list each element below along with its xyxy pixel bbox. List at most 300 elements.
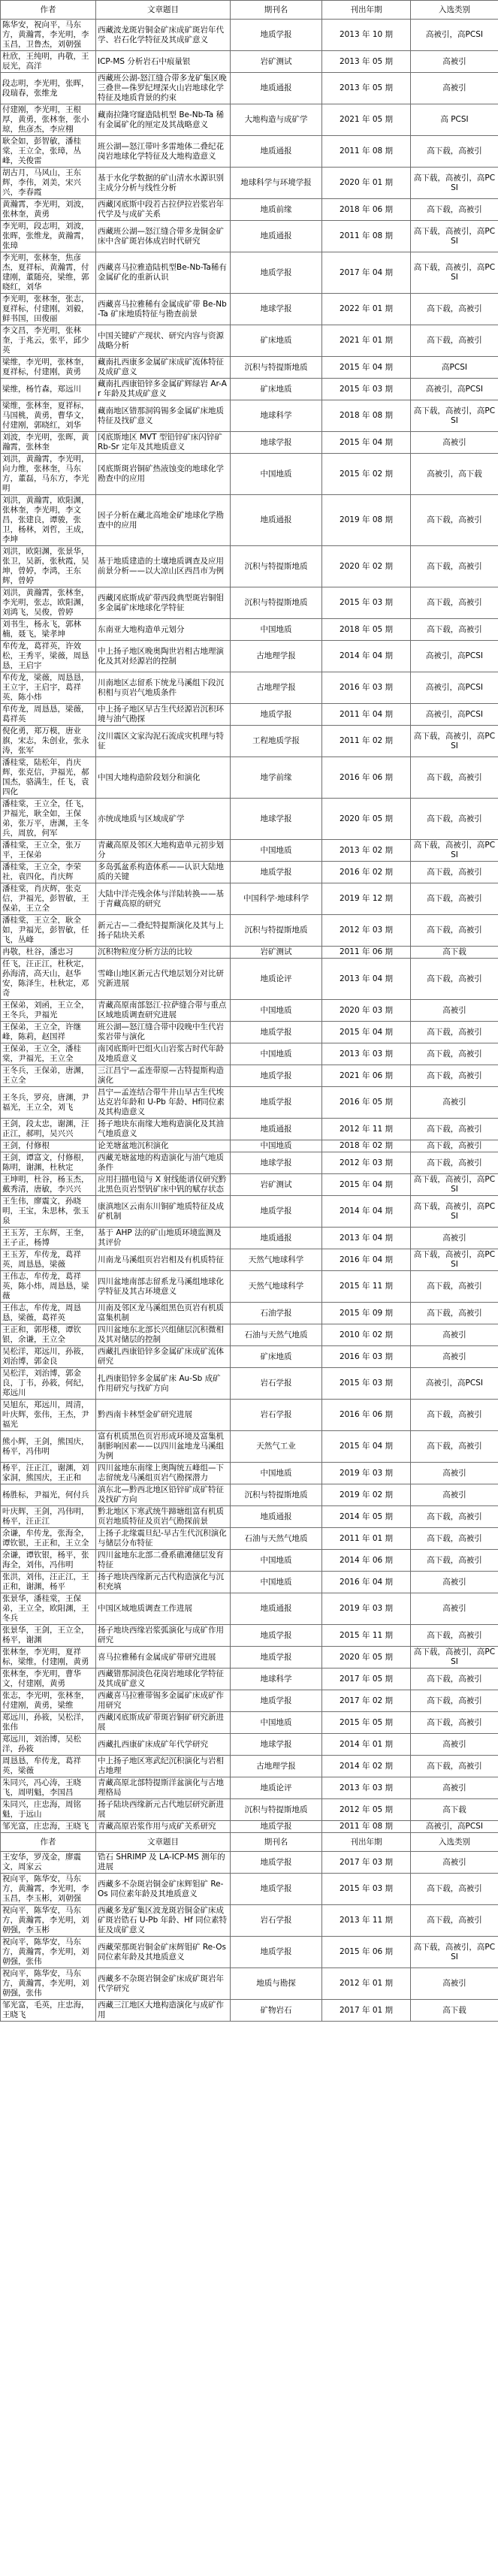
cell-author: 任飞，汪正江，杜秋定，孙海清，高天山，赵华安，陈泽生，杜秋定，邓奇: [1, 959, 96, 1000]
cell-category: 高下载，高被引: [411, 1065, 498, 1087]
cell-date: 2011 年 06 期: [322, 947, 411, 959]
cell-journal: 中国地质: [231, 1000, 322, 1022]
table-row: [1, 840, 498, 862]
cell-journal: 地球学报: [231, 1152, 322, 1174]
cell-journal: 中国地质: [231, 619, 322, 641]
cell-author: 潘桂棠，王立全，任飞，尹福光，耿全如，王保弟，张万平，唐渊，王冬兵，周放，何军: [1, 799, 96, 840]
cell-title: 西藏冈底斯成矿带西段典型斑岩铜钼多金属矿床地球化学特征: [96, 587, 231, 619]
cell-category: 高被引，高PCSI: [411, 672, 498, 704]
header-category: 入选类别: [411, 1, 498, 20]
cell-title: 上扬子北缘震旦纪-早古生代沉积演化与储层分布特征: [96, 1528, 231, 1550]
cell-date: 2015 年 03 期: [322, 587, 411, 619]
table-row: [1, 1000, 498, 1022]
cell-category: 高被引: [411, 1228, 498, 1249]
cell-journal: 天然气工业: [231, 1431, 322, 1463]
cell-category: 高被引，高PCSI: [411, 641, 498, 672]
cell-date: 2013 年 05 期: [322, 73, 411, 104]
cell-author: 刘书生，杨永飞，郭林楠，聂飞，梁孝坤: [1, 619, 96, 641]
cell-date: 2015 年 04 期: [322, 1431, 411, 1463]
cell-journal: 中国地质: [231, 1550, 322, 1572]
cell-title: 西藏班公湖-怒江缝合带多龙矿集区晚三叠世—侏罗纪埋深火山岩地球化学特征及地质背景的约束: [96, 73, 231, 104]
header-journal: 期刊名: [231, 1833, 322, 1852]
table-row: [1, 672, 498, 704]
cell-date: 2015 年 04 期: [322, 1022, 411, 1043]
cell-journal: 岩石学报: [231, 1400, 322, 1431]
cell-author: 张洪，刘伟，汪正江，王正和，谢渊，杨平: [1, 1572, 96, 1593]
cell-category: 高下载，高被引: [411, 1271, 498, 1303]
cell-journal: 地质学报: [231, 1196, 322, 1228]
cell-category: 高被引: [411, 1324, 498, 1346]
table-row: [1, 1065, 498, 1087]
cell-date: 2016 年 02 期: [322, 862, 411, 883]
table-row: [1, 294, 498, 325]
table-row: [1, 947, 498, 959]
cell-journal: 地球科学与环境学报: [231, 168, 322, 199]
cell-title: 四川盆地东南缘上奥陶统五峰组—下志留统龙马溪组页岩气勘探潜力: [96, 1463, 231, 1484]
cell-author: 梁维，张林奎，夏祥标，马国桃，黄勇，曹华文，付建刚，郭晓红，刘华: [1, 400, 96, 432]
cell-author: 叶庆辉，王剑，冯伟明，杨平，汪正江: [1, 1506, 96, 1528]
cell-title: 班公湖—怒江缝合带中段晚中生代岩浆岩带与演化: [96, 1022, 231, 1043]
cell-author: 王保弟，刘函，王立全，王冬兵，尹福光: [1, 1000, 96, 1022]
repeat-header-section: [1, 1833, 498, 1852]
cell-date: 2020 年 01 期: [322, 168, 411, 199]
cell-date: 2022 年 01 期: [322, 294, 411, 325]
cell-journal: 地质学报: [231, 1937, 322, 1968]
header-title: 文章题目: [96, 1, 231, 20]
table-row: [1, 1647, 498, 1669]
cell-category: 高被引: [411, 1593, 498, 1625]
cell-date: 2018 年 08 期: [322, 400, 411, 432]
cell-author: 郑远川，孙筱，吴松洋，张伟: [1, 1712, 96, 1734]
cell-title: 藏南扎西康铅锌多金属矿辉绿岩 Ar-Ar 年龄及其成矿意义: [96, 379, 231, 400]
table-row: [1, 73, 498, 104]
cell-title: 扎西康铅锌多金属矿床 Au-Sb 成矿作用研究与找矿方向: [96, 1368, 231, 1400]
cell-title: 新元古—二叠纪特提斯演化及其与上扬子陆块关系: [96, 915, 231, 947]
table-row: [1, 704, 498, 726]
cell-category: 高被引: [411, 73, 498, 104]
cell-author: 潘桂棠，王立全，李荣社，袁四化，肖庆辉: [1, 862, 96, 883]
cell-journal: 地质通报: [231, 1228, 322, 1249]
cell-journal: 沉积与特提斯地质: [231, 1799, 322, 1821]
cell-title: 青藏高原岩浆作用与成矿关系研究: [96, 1821, 231, 1833]
cell-title: 西藏喜马拉雅造陆机型Be-Nb-Ta稀有金属矿化的重新认识: [96, 252, 231, 294]
cell-journal: 地质学报: [231, 1065, 322, 1087]
cell-journal: 地质学报: [231, 704, 322, 726]
cell-category: 高下载，高被引: [411, 495, 498, 546]
cell-author: 祝向平，陈华安，马东方，黄瀚霄，李光明，李玉昌，李玉彬，刘朝强: [1, 1874, 96, 1905]
cell-date: 2016 年 03 期: [322, 672, 411, 704]
cell-category: 高下载，高被引: [411, 1431, 498, 1463]
cell-category: 高被引，高PCSI: [411, 704, 498, 726]
cell-author: 冉敬，杜谷，潘忠习: [1, 947, 96, 959]
cell-title: 西藏三江地区大地构造演化与成矿作用: [96, 2000, 231, 2022]
cell-journal: 地质通报: [231, 73, 322, 104]
cell-date: 2015 年 11 期: [322, 1625, 411, 1647]
cell-journal: 地质通报: [231, 221, 322, 252]
table-row: [1, 915, 498, 947]
cell-journal: 地球科学: [231, 1669, 322, 1690]
cell-author: 吴旭东，郑远川，周清，叶庆辉，张伟，王杰，尹福光: [1, 1400, 96, 1431]
cell-title: 黔北地区下寒武统牛蹄塘组富有机质页岩地质特征及页岩气勘探前景: [96, 1506, 231, 1528]
cell-title: 中上扬子地区早古生代烃源岩沉积环境与油气勘探: [96, 704, 231, 726]
cell-title: 扬子地块东南缘大地构造演化及其油气地质意义: [96, 1119, 231, 1140]
cell-category: 高PCSI: [411, 357, 498, 379]
cell-journal: 石油与天然气地质: [231, 1528, 322, 1550]
cell-category: 高下载，高被引: [411, 1140, 498, 1152]
cell-author: 王保弟，王立全，许继峰，陈莉，赵国祥: [1, 1022, 96, 1043]
cell-date: 2010 年 02 期: [322, 1324, 411, 1346]
cell-date: 2017 年 05 期: [322, 1669, 411, 1690]
cell-date: 2013 年 10 期: [322, 20, 411, 51]
cell-author: 耿全如，彭智敏，潘桂棠，王立全，张璋，丛峰，关俊雷: [1, 136, 96, 168]
cell-title: 康滇地区云南东川铜矿地质特征及成矿机制: [96, 1196, 231, 1228]
cell-title: 西藏错那洞淡色花岗岩地球化学特征及其成矿意义: [96, 1669, 231, 1690]
cell-journal: 地质通报: [231, 136, 322, 168]
cell-journal: 地球学报: [231, 294, 322, 325]
table-row: [1, 1346, 498, 1368]
cell-category: 高下载，高被引: [411, 294, 498, 325]
cell-author: 牟传龙，周恳恳，梁薇，葛祥英: [1, 704, 96, 726]
cell-category: 高下载，高被引，高PCSI: [411, 726, 498, 757]
table-row: [1, 325, 498, 357]
cell-author: 梁维，杨竹森，郑远川: [1, 379, 96, 400]
cell-journal: 岩石学报: [231, 1905, 322, 1937]
cell-category: 高下载，高被引，高PCSI: [411, 1174, 498, 1196]
cell-author: 张林奎，李光明，夏祥标，梁维，付建刚，黄勇: [1, 1647, 96, 1669]
cell-date: 2016 年 05 期: [322, 1087, 411, 1119]
cell-author: 余谦，谭钦银，杨平，张海全，刘伟，冯伟明: [1, 1550, 96, 1572]
cell-author: 王剑，谭富文，付修根，陈明，谢渊，杜秋定: [1, 1152, 96, 1174]
cell-author: 王生伟，廖震文，孙晓明，王宝，朱思林，张玉泉: [1, 1196, 96, 1228]
cell-journal: 地球学报: [231, 799, 322, 840]
table-row: [1, 799, 498, 840]
cell-date: 2017 年 01 期: [322, 2000, 411, 2022]
cell-journal: 地质学报: [231, 1852, 322, 1874]
cell-category: 高下载，高被引: [411, 1905, 498, 1937]
cell-journal: 地质学报: [231, 1087, 322, 1119]
cell-title: 西藏班公湖—怒江缝合带多龙铜金矿床中含矿斑岩体成岩时代研究: [96, 221, 231, 252]
cell-category: 高下载，高被引，高PCSI: [411, 1196, 498, 1228]
cell-title: 扬子地块西缘新元古代构造演化与沉积充填: [96, 1572, 231, 1593]
cell-date: 2013 年 03 期: [322, 1777, 411, 1799]
cell-date: 2017 年 04 期: [322, 252, 411, 294]
cell-journal: 地质与勘探: [231, 1968, 322, 2000]
cell-title: 论羌塘盆地沉积演化: [96, 1140, 231, 1152]
cell-date: 2013 年 04 期: [322, 1228, 411, 1249]
cell-date: 2013 年 11 期: [322, 1905, 411, 1937]
table-row: [1, 1937, 498, 1968]
cell-journal: 天然气地球科学: [231, 1249, 322, 1271]
cell-category: 高下载，高被引: [411, 619, 498, 641]
cell-author: 牟传龙，葛祥英，许效松，王秀平，梁薇，周恳恳，王启宇: [1, 641, 96, 672]
cell-author: 王玉芳，牟传龙，葛祥英，周恳恳，梁薇: [1, 1249, 96, 1271]
cell-author: 祝向平，陈华安，马东方，黄瀚霄，李光明，刘朝强，张伟: [1, 1937, 96, 1968]
table-row: [1, 51, 498, 73]
cell-author: 祝向平，陈华安，马东方，黄瀚霄，李光明，刘朝强，张伟: [1, 1968, 96, 2000]
cell-date: 2016 年 04 期: [322, 1249, 411, 1271]
cell-date: 2011 年 01 期: [322, 1528, 411, 1550]
cell-author: 王正和，郭彤楼，谭钦银，余谦，王立全: [1, 1324, 96, 1346]
cell-journal: 地质论评: [231, 1777, 322, 1799]
cell-category: 高被引: [411, 1777, 498, 1799]
table-row: [1, 641, 498, 672]
cell-author: 吴松洋，郑远川，孙筱，刘治博，郭金良: [1, 1346, 96, 1368]
table-row: [1, 1022, 498, 1043]
cell-date: 2015 年 04 期: [322, 432, 411, 454]
table-row: [1, 1777, 498, 1799]
table-row: [1, 1821, 498, 1833]
cell-journal: 沉积与特提斯地质: [231, 915, 322, 947]
cell-journal: 地质学报: [231, 1874, 322, 1905]
cell-title: 应用扫描电镜与 X 射线能谱仪研究黔北黑色页岩型钒矿床中钒的赋存状态: [96, 1174, 231, 1196]
cell-category: 高被引: [411, 1346, 498, 1368]
cell-category: 高下载，高被引: [411, 325, 498, 357]
cell-title: 中国关键矿产现状、研究内容与资源战略分析: [96, 325, 231, 357]
cell-journal: 沉积与特提斯地质: [231, 587, 322, 619]
table-row: [1, 1463, 498, 1484]
cell-category: 高被引: [411, 1572, 498, 1593]
cell-date: 2011 年 04 期: [322, 704, 411, 726]
cell-date: 2019 年 08 期: [322, 495, 411, 546]
cell-date: 2020 年 05 期: [322, 799, 411, 840]
table-row: [1, 1196, 498, 1228]
cell-journal: 中国地质: [231, 1572, 322, 1593]
cell-date: 2012 年 11 期: [322, 1119, 411, 1140]
cell-date: 2021 年 06 期: [322, 1065, 411, 1087]
cell-author: 周恳恳，牟传龙，葛祥英，梁薇: [1, 1756, 96, 1777]
cell-date: 2021 年 05 期: [322, 104, 411, 136]
cell-title: 沉积物粒度分析方法的比较: [96, 947, 231, 959]
cell-title: 青藏高原及邻区大地构造单元初步划分: [96, 840, 231, 862]
cell-journal: 地质学报: [231, 252, 322, 294]
table-row: [1, 1087, 498, 1119]
cell-title: 藏南拉隆穹窿造陆机型 Be-Nb-Ta 稀有金属矿化的厘定及其战略意义: [96, 104, 231, 136]
cell-date: 2014 年 04 期: [322, 641, 411, 672]
cell-date: 2018 年 06 期: [322, 199, 411, 221]
cell-date: 2014 年 06 期: [322, 1550, 411, 1572]
table-row: [1, 1690, 498, 1712]
cell-title: 藏南地区错那洞钨锡多金属矿床地质特征及找矿意义: [96, 400, 231, 432]
cell-author: 刘洪，黄瀚霄，李光明，向力维，张林奎，马东方，董磊，马东方，李光明: [1, 454, 96, 495]
table-row: [1, 1550, 498, 1572]
cell-date: 2015 年 04 期: [322, 1174, 411, 1196]
cell-category: 高下载，高被引: [411, 1119, 498, 1140]
header-category: 入选类别: [411, 1833, 498, 1852]
cell-journal: 中国地质: [231, 454, 322, 495]
repeat-header-row: [1, 1833, 498, 1852]
cell-author: 张景华，王剑，王立全，杨平，谢渊: [1, 1625, 96, 1647]
table-row: [1, 20, 498, 51]
cell-category: 高被引: [411, 1463, 498, 1484]
cell-date: 2015 年 05 期: [322, 1712, 411, 1734]
cell-title: 喜马拉雅稀有金属成矿带研究进展: [96, 1647, 231, 1669]
cell-date: 2016 年 03 期: [322, 1346, 411, 1368]
table-row: [1, 862, 498, 883]
cell-category: 高下载，高被引: [411, 1550, 498, 1572]
cell-category: 高下载，高被引: [411, 1152, 498, 1174]
cell-category: 高下载，高被引: [411, 1043, 498, 1065]
cell-date: 2013 年 04 期: [322, 959, 411, 1000]
cell-author: 陈华安，祝向平，马东方，黄瀚霄，李光明，李玉昌，卫鲁杰，刘朝强: [1, 20, 96, 51]
cell-journal: 地质学报: [231, 20, 322, 51]
cell-category: 高下载，高被引，高PCSI: [411, 400, 498, 432]
cell-journal: 地质前缘: [231, 199, 322, 221]
cell-category: 高下载，高被引: [411, 136, 498, 168]
table-row: [1, 1756, 498, 1777]
cell-author: 王安华，罗茂金，廖震文，周家云: [1, 1852, 96, 1874]
cell-journal: 工程地质学报: [231, 726, 322, 757]
cell-title: 锆石 SHRIMP 及 LA-ICP-MS 测年的进展: [96, 1852, 231, 1874]
cell-journal: 地质通报: [231, 1119, 322, 1140]
cell-category: 高下载，高被引: [411, 1712, 498, 1734]
cell-category: 高下载，高被引: [411, 199, 498, 221]
cell-title: 中国大地构造阶段划分和演化: [96, 757, 231, 799]
table-row: [1, 136, 498, 168]
table-row: [1, 104, 498, 136]
cell-date: 2017 年 02 期: [322, 1690, 411, 1712]
cell-author: 祝向平，陈华安，马东方，黄瀚霄，李光明，刘朝强，李玉彬: [1, 1905, 96, 1937]
cell-author: 朱同兴，冯心涛，王晓飞，周明魁，李国昌: [1, 1777, 96, 1799]
cell-journal: 地质通报: [231, 1506, 322, 1528]
cell-title: 西藏羌塘盆地的构造演化与油气地质条件: [96, 1152, 231, 1174]
cell-title: 西藏多不杂斑岩铜金矿床辉钼矿 Re-Os 同位素年龄及其地质意义: [96, 1874, 231, 1905]
table-row: [1, 495, 498, 546]
table-row: [1, 454, 498, 495]
cell-author: 倪化勇，郑万模，唐业旗，宋志，朱创业，张永涛，张军: [1, 726, 96, 757]
cell-title: 西藏喜马拉雅稀有金属成矿带 Be-Nb-Ta 矿床地质特征与勘查前景: [96, 294, 231, 325]
cell-journal: 大地构造与成矿学: [231, 104, 322, 136]
cell-title: 西藏冈底斯成矿带斑岩铜矿研究新进展: [96, 1712, 231, 1734]
cell-category: 高下载，高被引: [411, 1756, 498, 1777]
cell-title: 四川盆地南部志留系龙马溪组地球化学特征及其古环境意义: [96, 1271, 231, 1303]
cell-date: 2018 年 02 期: [322, 1140, 411, 1152]
cell-author: 熊小辉，王剑，熊国庆，杨平，冯伟明: [1, 1431, 96, 1463]
cell-category: 高下载: [411, 947, 498, 959]
cell-journal: 地质通报: [231, 495, 322, 546]
cell-author: 王玉芳，王东辉，王奎，王子正，杨博: [1, 1228, 96, 1249]
cell-author: 张景华，潘桂棠，王保弟，王立全，欧阳渊，王冬兵: [1, 1593, 96, 1625]
cell-date: 2013 年 02 期: [322, 840, 411, 862]
table-row: [1, 1734, 498, 1756]
cell-title: 青藏高原北部特提斯洋盆演化与古地理格局: [96, 1777, 231, 1799]
cell-date: 2015 年 11 期: [322, 1271, 411, 1303]
cell-title: 冈底斯斑岩铜矿热液蚀变的地球化学勘查中的应用: [96, 454, 231, 495]
cell-category: 高下载，高被引: [411, 862, 498, 883]
cell-journal: 中国地质: [231, 1043, 322, 1065]
cell-date: 2011 年 08 期: [322, 221, 411, 252]
table-row: [1, 2000, 498, 2022]
cell-category: 高下载，高被引: [411, 799, 498, 840]
table-row: [1, 400, 498, 432]
cell-date: 2012 年 01 期: [322, 1968, 411, 2000]
cell-category: 高下载: [411, 2000, 498, 2022]
cell-title: 黔西南卡林型金矿研究进展: [96, 1400, 231, 1431]
cell-title: 汶川震区文家沟泥石流成灾机理与特征: [96, 726, 231, 757]
table-row: [1, 252, 498, 294]
cell-date: 2015 年 02 期: [322, 454, 411, 495]
cell-author: 刘洪，黄瀚霄，欧阳渊，张林奎，李光明，李文昌，张建良，谭骏，张卫，杨林，刘哲，王成，李坤: [1, 495, 96, 546]
cell-category: 高被引，高PCSI: [411, 379, 498, 400]
cell-category: 高下载，高被引，高PCSI: [411, 168, 498, 199]
table-row: [1, 1174, 498, 1196]
cell-category: 高下载，高被引，高PCSI: [411, 1647, 498, 1669]
cell-journal: 地质学报: [231, 862, 322, 883]
cell-author: 潘桂棠，王立全，张万平，王保弟: [1, 840, 96, 862]
header-title: 文章题目: [96, 1833, 231, 1852]
cell-category: 高被引，高下载: [411, 454, 498, 495]
header-author: 作者: [1, 1, 96, 20]
cell-date: 2021 年 01 期: [322, 325, 411, 357]
header-date: 刊出年期: [322, 1, 411, 20]
cell-journal: 中国地质: [231, 840, 322, 862]
table-row: [1, 1669, 498, 1690]
header-author: 作者: [1, 1833, 96, 1852]
cell-author: 王保弟，王立全，潘桂棠，尹福光，王立全: [1, 1043, 96, 1065]
table-row: [1, 221, 498, 252]
cell-category: 高被引: [411, 432, 498, 454]
cell-category: 高下载，高被引，高PCSI: [411, 1249, 498, 1271]
cell-author: 王冬兵，王保弟，唐渊，王立全: [1, 1065, 96, 1087]
table-row: [1, 1043, 498, 1065]
cell-category: 高 PCSI: [411, 104, 498, 136]
cell-title: 藏南扎西康多金属矿床成矿流体特征及成矿意义: [96, 357, 231, 379]
cell-date: 2014 年 04 期: [322, 1196, 411, 1228]
table-row: [1, 1874, 498, 1905]
table-row: [1, 1712, 498, 1734]
cell-title: 川南及邻区龙马溪组黑色页岩有机质富集机制: [96, 1303, 231, 1324]
table-row: [1, 1119, 498, 1140]
cell-journal: 中国科学·地球科学: [231, 883, 322, 915]
cell-category: 高被引: [411, 1734, 498, 1756]
cell-date: 2020 年 05 期: [322, 1647, 411, 1669]
cell-title: 青藏高原南部怒江·拉萨缝合带与重点区域地质调查研究进展: [96, 1000, 231, 1022]
cell-title: 西藏波龙斑岩铜金矿床成矿斑岩年代学、岩石化学特征及其成矿意义: [96, 20, 231, 51]
cell-title: 西藏喜马拉雅带锡多金属矿床成矿作用研究: [96, 1690, 231, 1712]
table-row: [1, 1228, 498, 1249]
cell-title: 西藏多龙矿集区波龙斑岩铜金矿床成矿斑岩锆石 U-Pb 年龄、Hf 同位素特征及成矿意义: [96, 1905, 231, 1937]
cell-date: 2016 年 06 期: [322, 1400, 411, 1431]
cell-journal: 矿床地质: [231, 1346, 322, 1368]
cell-author: 郑远川，刘治博，吴松洋，孙筱: [1, 1734, 96, 1756]
cell-date: 2011 年 08 期: [322, 136, 411, 168]
cell-date: 2019 年 03 期: [322, 1463, 411, 1484]
cell-title: 基于 AHP 法的矿山地质环境监测及其评价: [96, 1228, 231, 1249]
cell-title: ICP-MS 分析岩石中痕量银: [96, 51, 231, 73]
cell-title: 四川盆地东北部长兴组储层沉积微相及其对储层的控制: [96, 1324, 231, 1346]
table-row: [1, 1799, 498, 1821]
cell-title: 雪峰山地区新元古代地层划分对比研究新进展: [96, 959, 231, 1000]
cell-date: 2020 年 02 期: [322, 546, 411, 587]
cell-journal: 中国地质: [231, 1463, 322, 1484]
table-row: [1, 1400, 498, 1431]
cell-author: 潘桂棠，肖庆辉，张克信，尹福光，彭智敏，王保弟，王立全: [1, 883, 96, 915]
cell-title: 昌宁—孟连结合带牛井山早古生代埃达克岩年龄和 U-Pb 年龄、Hf同位素及其构造意义: [96, 1087, 231, 1119]
cell-date: 2020 年 03 期: [322, 1000, 411, 1022]
table-row: [1, 1271, 498, 1303]
cell-journal: 地学前缘: [231, 757, 322, 799]
cell-title: 南冈底斯叶巴组火山岩浆古时代年龄及地质意义: [96, 1043, 231, 1065]
cell-author: 张志，李光明，张林奎，付建刚，黄勇，梁维: [1, 1690, 96, 1712]
cell-journal: 地质学报: [231, 1690, 322, 1712]
cell-author: 王伟志，牟传龙，周恳恳，梁薇，葛祥英: [1, 1303, 96, 1324]
cell-title: 中上扬子地区晚奥陶世岩相古地理演化及其对烃源岩的控制: [96, 641, 231, 672]
table-row: [1, 587, 498, 619]
cell-journal: 天然气地球科学: [231, 1271, 322, 1303]
cell-category: 高被引，高PCSI: [411, 1368, 498, 1400]
cell-author: 潘桂棠，王立全，耿全如，尹福光，彭智敏，任飞，丛峰: [1, 915, 96, 947]
cell-date: 2015 年 03 期: [322, 1874, 411, 1905]
header-row: [1, 1, 498, 20]
